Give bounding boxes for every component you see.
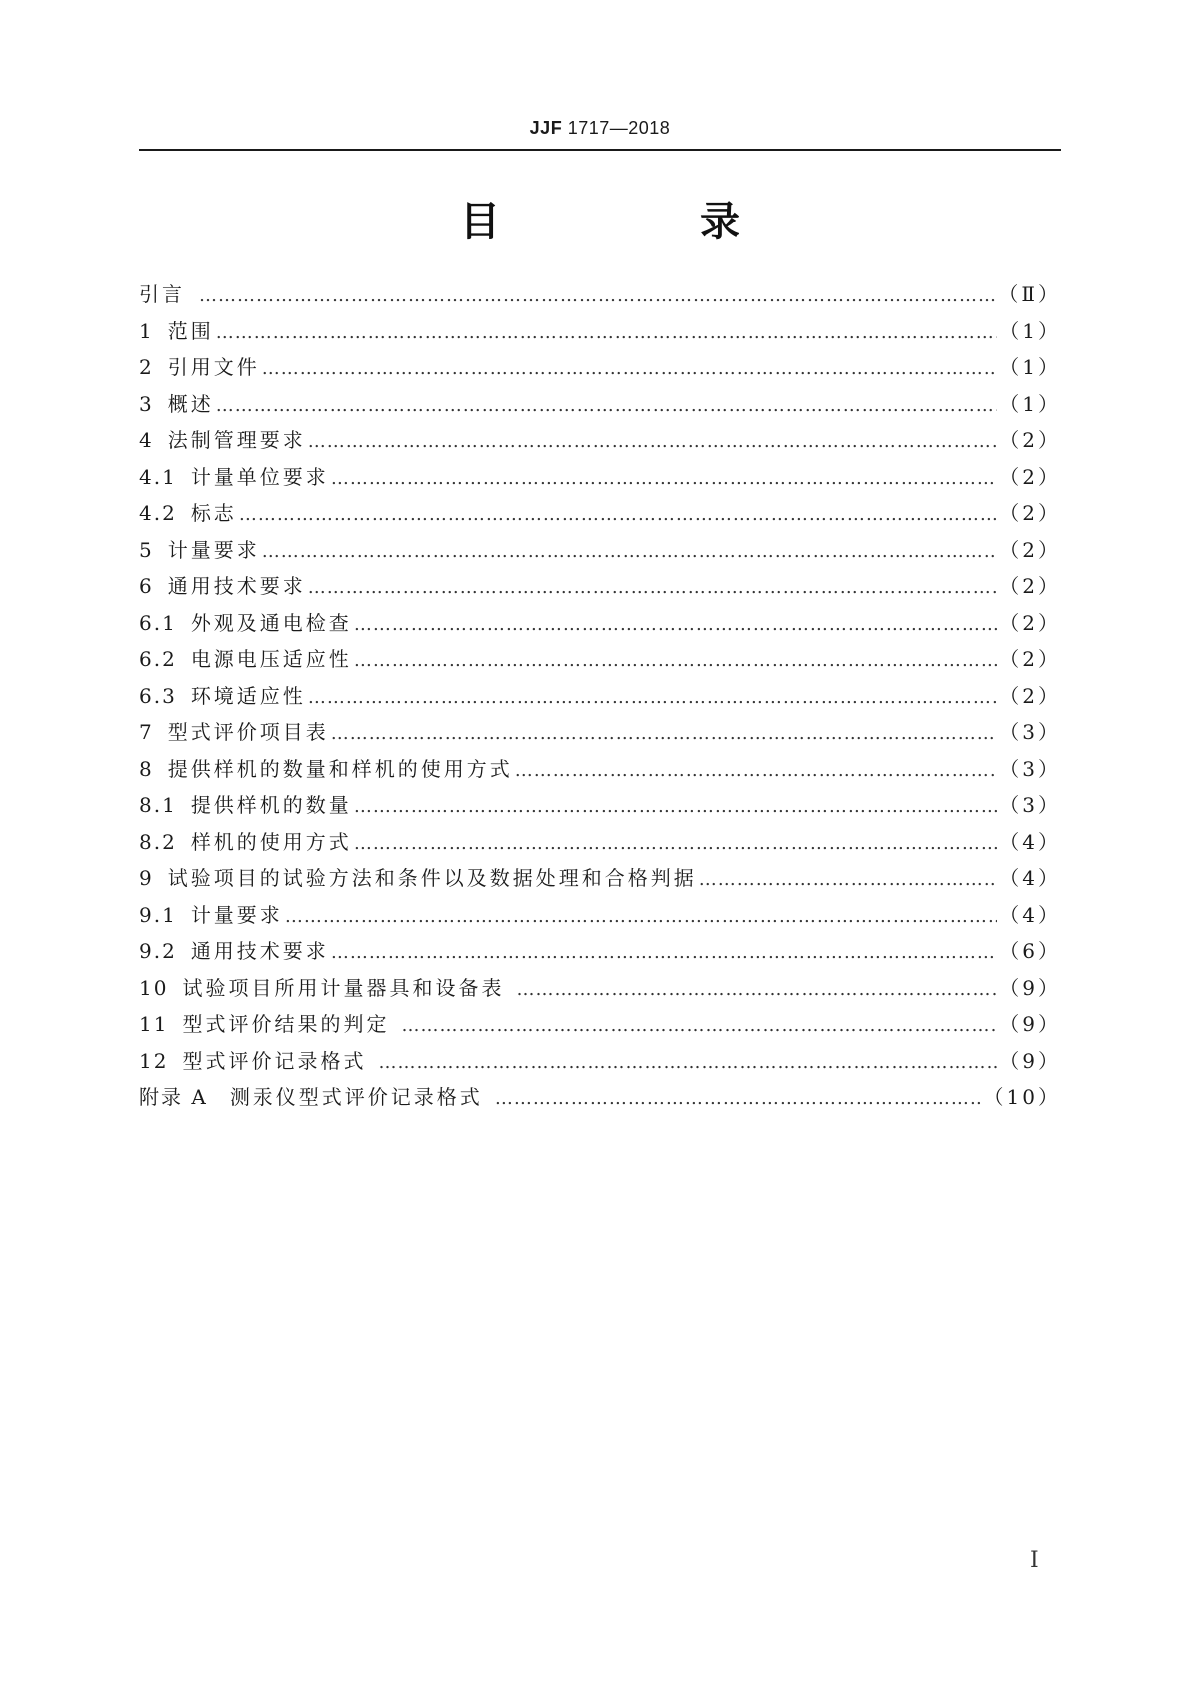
toc-entry-label: 计量单位要求: [190, 464, 329, 489]
toc-entry-number: 9.1: [139, 902, 177, 927]
toc-entry-9-2[interactable]: [139, 935, 1061, 972]
dot-leader: [495, 1088, 982, 1109]
toc-entry-label: 电源电压适应性: [190, 647, 352, 671]
dot-leader: [331, 723, 998, 744]
toc-entry-page: （10）: [983, 1085, 1061, 1109]
toc-entry-number: 9.2: [139, 939, 177, 963]
dot-leader: [331, 468, 997, 489]
toc-entry-number: 6.1: [139, 610, 177, 635]
header-rule: [139, 149, 1061, 151]
toc-entry-preface[interactable]: [139, 278, 1061, 315]
toc-entry-10[interactable]: [139, 972, 1061, 1009]
toc-entry-label: 试验项目的试验方法和条件以及数据处理和合格判据: [167, 866, 697, 890]
toc-entry-page: （2）: [999, 501, 1061, 525]
toc-entry-page: （4）: [999, 902, 1061, 927]
toc-entry-label: 计量要求: [190, 902, 283, 927]
dot-leader: [308, 687, 997, 708]
dot-leader: [239, 504, 997, 525]
toc-entry-label: 型式评价记录格式: [182, 1048, 367, 1073]
running-header: [139, 118, 1061, 139]
toc-entry-7[interactable]: [139, 716, 1061, 753]
toc-entry-6-1[interactable]: [139, 607, 1061, 644]
dot-leader: [262, 358, 998, 379]
dot-leader: [378, 1052, 997, 1073]
toc-entry-12[interactable]: [139, 1045, 1061, 1082]
toc-entry-label: 概述: [167, 391, 214, 416]
toc-entry-number: 4.1: [139, 464, 177, 489]
toc-entry-number: 6.3: [139, 683, 177, 708]
toc-entry-number: 5: [139, 537, 154, 562]
toc-entry-8[interactable]: [139, 753, 1061, 790]
toc-entry-label: 提供样机的数量和样机的使用方式: [167, 756, 513, 781]
toc-entry-5[interactable]: [139, 534, 1061, 571]
toc-entry-label: 标志: [190, 501, 237, 525]
toc-entry-number: 4: [139, 428, 154, 452]
toc-entry-label: 法制管理要求: [167, 428, 306, 452]
toc-entry-page: （2）: [999, 647, 1061, 671]
dot-leader: [216, 395, 998, 416]
toc-entry-9[interactable]: [139, 862, 1061, 899]
toc-entry-page: （1）: [999, 391, 1061, 416]
toc-entry-number: 8.2: [139, 829, 177, 854]
toc-entry-page: （2）: [999, 464, 1061, 489]
toc-entry-label: 外观及通电检查: [190, 610, 352, 635]
toc-entry-6-2[interactable]: [139, 643, 1061, 680]
standard-code: JJF: [529, 118, 563, 138]
page-number: Ⅰ: [1030, 1548, 1039, 1573]
toc-entry-number: 9: [139, 866, 154, 890]
toc-entry-appendix-a[interactable]: [139, 1081, 1061, 1118]
toc-entry-label: 测汞仪型式评价记录格式: [229, 1085, 483, 1109]
toc-entry-3[interactable]: [139, 388, 1061, 425]
dot-leader: [699, 869, 998, 890]
toc-entry-4-1[interactable]: [139, 461, 1061, 498]
toc-entry-page: （2）: [999, 683, 1061, 708]
table-of-contents: [139, 278, 1061, 1118]
toc-entry-8-1[interactable]: [139, 789, 1061, 826]
toc-entry-number: 6.2: [139, 647, 177, 671]
toc-entry-number: 11: [139, 1012, 169, 1036]
toc-entry-number: 附录 A: [139, 1085, 208, 1109]
toc-entry-page: （4）: [999, 866, 1061, 890]
toc-entry-2[interactable]: [139, 351, 1061, 388]
toc-entry-page: （2）: [999, 574, 1061, 598]
standard-number: 1717—2018: [567, 118, 671, 138]
toc-entry-page: （9）: [999, 1012, 1061, 1036]
toc-entry-label: 环境适应性: [190, 683, 306, 708]
toc-entry-number: 12: [139, 1048, 169, 1073]
toc-entry-label: 试验项目所用计量器具和设备表: [182, 975, 505, 1000]
toc-entry-label: 通用技术要求: [167, 574, 306, 598]
toc-entry-11[interactable]: [139, 1008, 1061, 1045]
toc-entry-page: （3）: [999, 793, 1061, 817]
toc-entry-page: （4）: [999, 829, 1061, 854]
dot-leader: [401, 1015, 997, 1036]
dot-leader: [354, 833, 997, 854]
toc-entry-number: 6: [139, 574, 154, 598]
dot-leader: [515, 760, 998, 781]
dot-leader: [354, 614, 997, 635]
toc-entry-page: （9）: [999, 975, 1061, 1000]
toc-entry-label: 计量要求: [167, 537, 260, 562]
dot-leader: [262, 541, 998, 562]
toc-title: 目 录: [460, 199, 820, 245]
toc-entry-4[interactable]: [139, 424, 1061, 461]
toc-entry-number: 1: [139, 318, 154, 343]
toc-entry-page: （1）: [999, 355, 1061, 379]
toc-entry-label: 提供样机的数量: [190, 793, 352, 817]
toc-entry-page: （3）: [999, 756, 1061, 781]
toc-entry-number: 10: [139, 975, 169, 1000]
toc-entry-page: （6）: [999, 939, 1061, 963]
dot-leader: [354, 650, 997, 671]
toc-entry-number: 8: [139, 756, 154, 781]
toc-entry-page: （2）: [999, 610, 1061, 635]
dot-leader: [285, 906, 997, 927]
toc-entry-label: 型式评价项目表: [167, 720, 329, 744]
dot-leader: [308, 431, 998, 452]
toc-entry-number: 8.1: [139, 793, 177, 817]
toc-entry-1[interactable]: [139, 315, 1061, 352]
dot-leader: [216, 322, 998, 343]
toc-entry-label: 范围: [167, 318, 214, 343]
toc-entry-label: 引用文件: [167, 355, 260, 379]
toc-entry-page: （Ⅱ）: [998, 282, 1061, 306]
toc-entry-4-2[interactable]: [139, 497, 1061, 534]
toc-entry-9-1[interactable]: [139, 899, 1061, 936]
dot-leader: [199, 285, 996, 306]
toc-entry-8-2[interactable]: [139, 826, 1061, 863]
toc-entry-6-3[interactable]: [139, 680, 1061, 717]
toc-entry-page: （3）: [999, 720, 1061, 744]
toc-entry-number: 2: [139, 355, 154, 379]
dot-leader: [331, 942, 997, 963]
dot-leader: [354, 796, 997, 817]
dot-leader: [308, 577, 998, 598]
dot-leader: [516, 979, 997, 1000]
toc-entry-label: 引言: [139, 282, 185, 306]
toc-entry-label: 通用技术要求: [190, 939, 329, 963]
toc-entry-page: （2）: [999, 428, 1061, 452]
toc-entry-page: （9）: [999, 1048, 1061, 1073]
toc-entry-number: 4.2: [139, 501, 177, 525]
toc-entry-number: 3: [139, 391, 154, 416]
toc-entry-6[interactable]: [139, 570, 1061, 607]
toc-entry-page: （2）: [999, 537, 1061, 562]
toc-entry-number: 7: [139, 720, 154, 744]
toc-entry-label: 样机的使用方式: [190, 829, 352, 854]
toc-entry-page: （1）: [999, 318, 1061, 343]
toc-entry-label: 型式评价结果的判定: [182, 1012, 390, 1036]
